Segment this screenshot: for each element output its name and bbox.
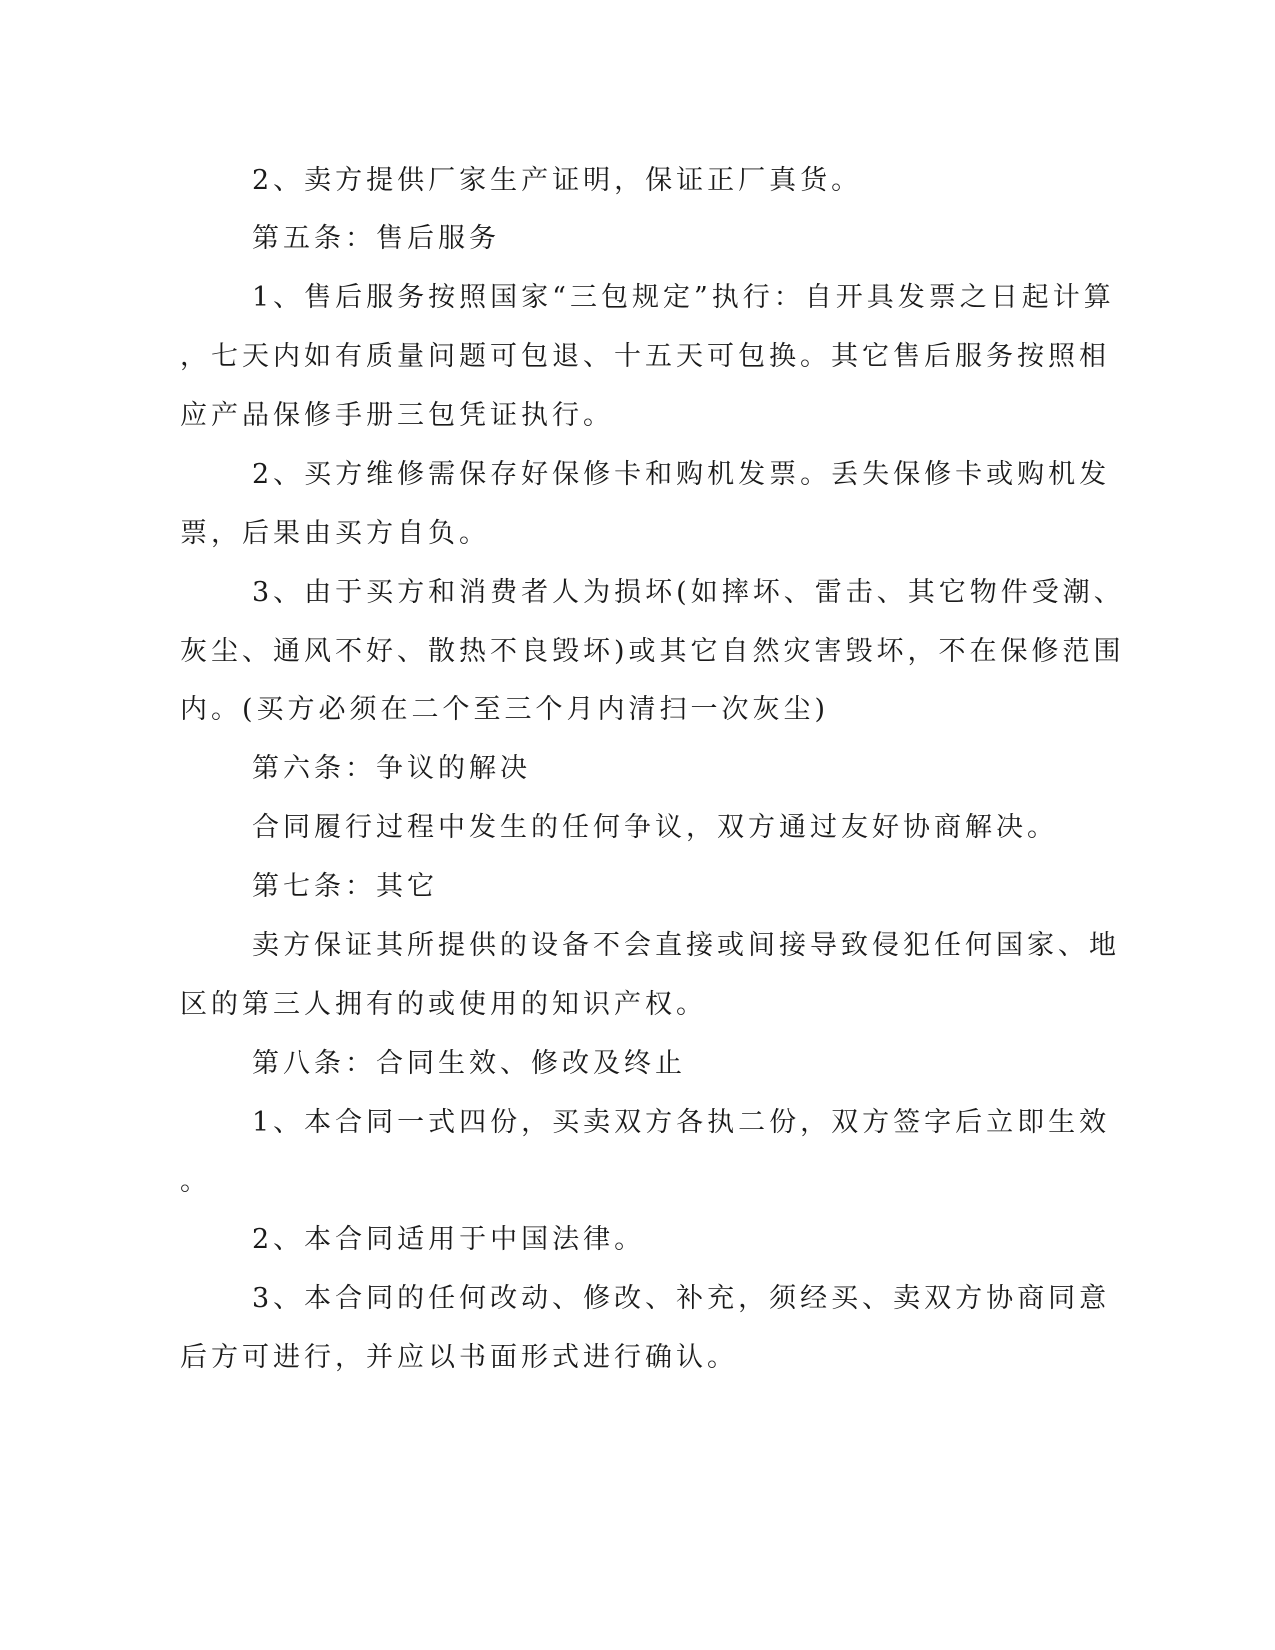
paragraph-line: 3、本合同的任何改动、修改、补充，须经买、卖双方协商同意 — [252, 1283, 1111, 1314]
section-heading: 第八条：合同生效、修改及终止 — [252, 1048, 686, 1079]
paragraph-line: 3、由于买方和消费者人为损坏(如摔坏、雷击、其它物件受潮、 — [252, 577, 1125, 608]
section-heading: 第五条：售后服务 — [252, 223, 500, 254]
paragraph-line: ，七天内如有质量问题可包退、十五天可包换。其它售后服务按照相 — [180, 341, 1110, 372]
paragraph-line: 2、本合同适用于中国法律。 — [252, 1224, 646, 1255]
section-heading: 第六条：争议的解决 — [252, 753, 531, 784]
paragraph-line: 合同履行过程中发生的任何争议，双方通过友好协商解决。 — [252, 812, 1058, 843]
paragraph-line: 后方可进行，并应以书面形式进行确认。 — [180, 1342, 738, 1373]
paragraph-line: 内。(买方必须在二个至三个月内清扫一次灰尘) — [180, 694, 830, 725]
section-heading: 第七条：其它 — [252, 871, 438, 902]
paragraph-line: 区的第三人拥有的或使用的知识产权。 — [180, 989, 707, 1020]
paragraph-line: 票，后果由买方自负。 — [180, 518, 490, 549]
paragraph-line: 2、卖方提供厂家生产证明，保证正厂真货。 — [252, 165, 863, 196]
paragraph-line: 卖方保证其所提供的设备不会直接或间接导致侵犯任何国家、地 — [252, 930, 1120, 961]
paragraph-line: 应产品保修手册三包凭证执行。 — [180, 400, 614, 431]
paragraph-line: 灰尘、通风不好、散热不良毁坏)或其它自然灾害毁坏，不在保修范围 — [180, 636, 1125, 667]
paragraph-line: 2、买方维修需保存好保修卡和购机发票。丢失保修卡或购机发 — [252, 459, 1111, 490]
paragraph-line: 。 — [180, 1166, 211, 1197]
paragraph-line: 1、本合同一式四份，买卖双方各执二份，双方签字后立即生效 — [252, 1107, 1111, 1138]
paragraph-line: 1、售后服务按照国家“三包规定”执行：自开具发票之日起计算 — [252, 282, 1115, 313]
